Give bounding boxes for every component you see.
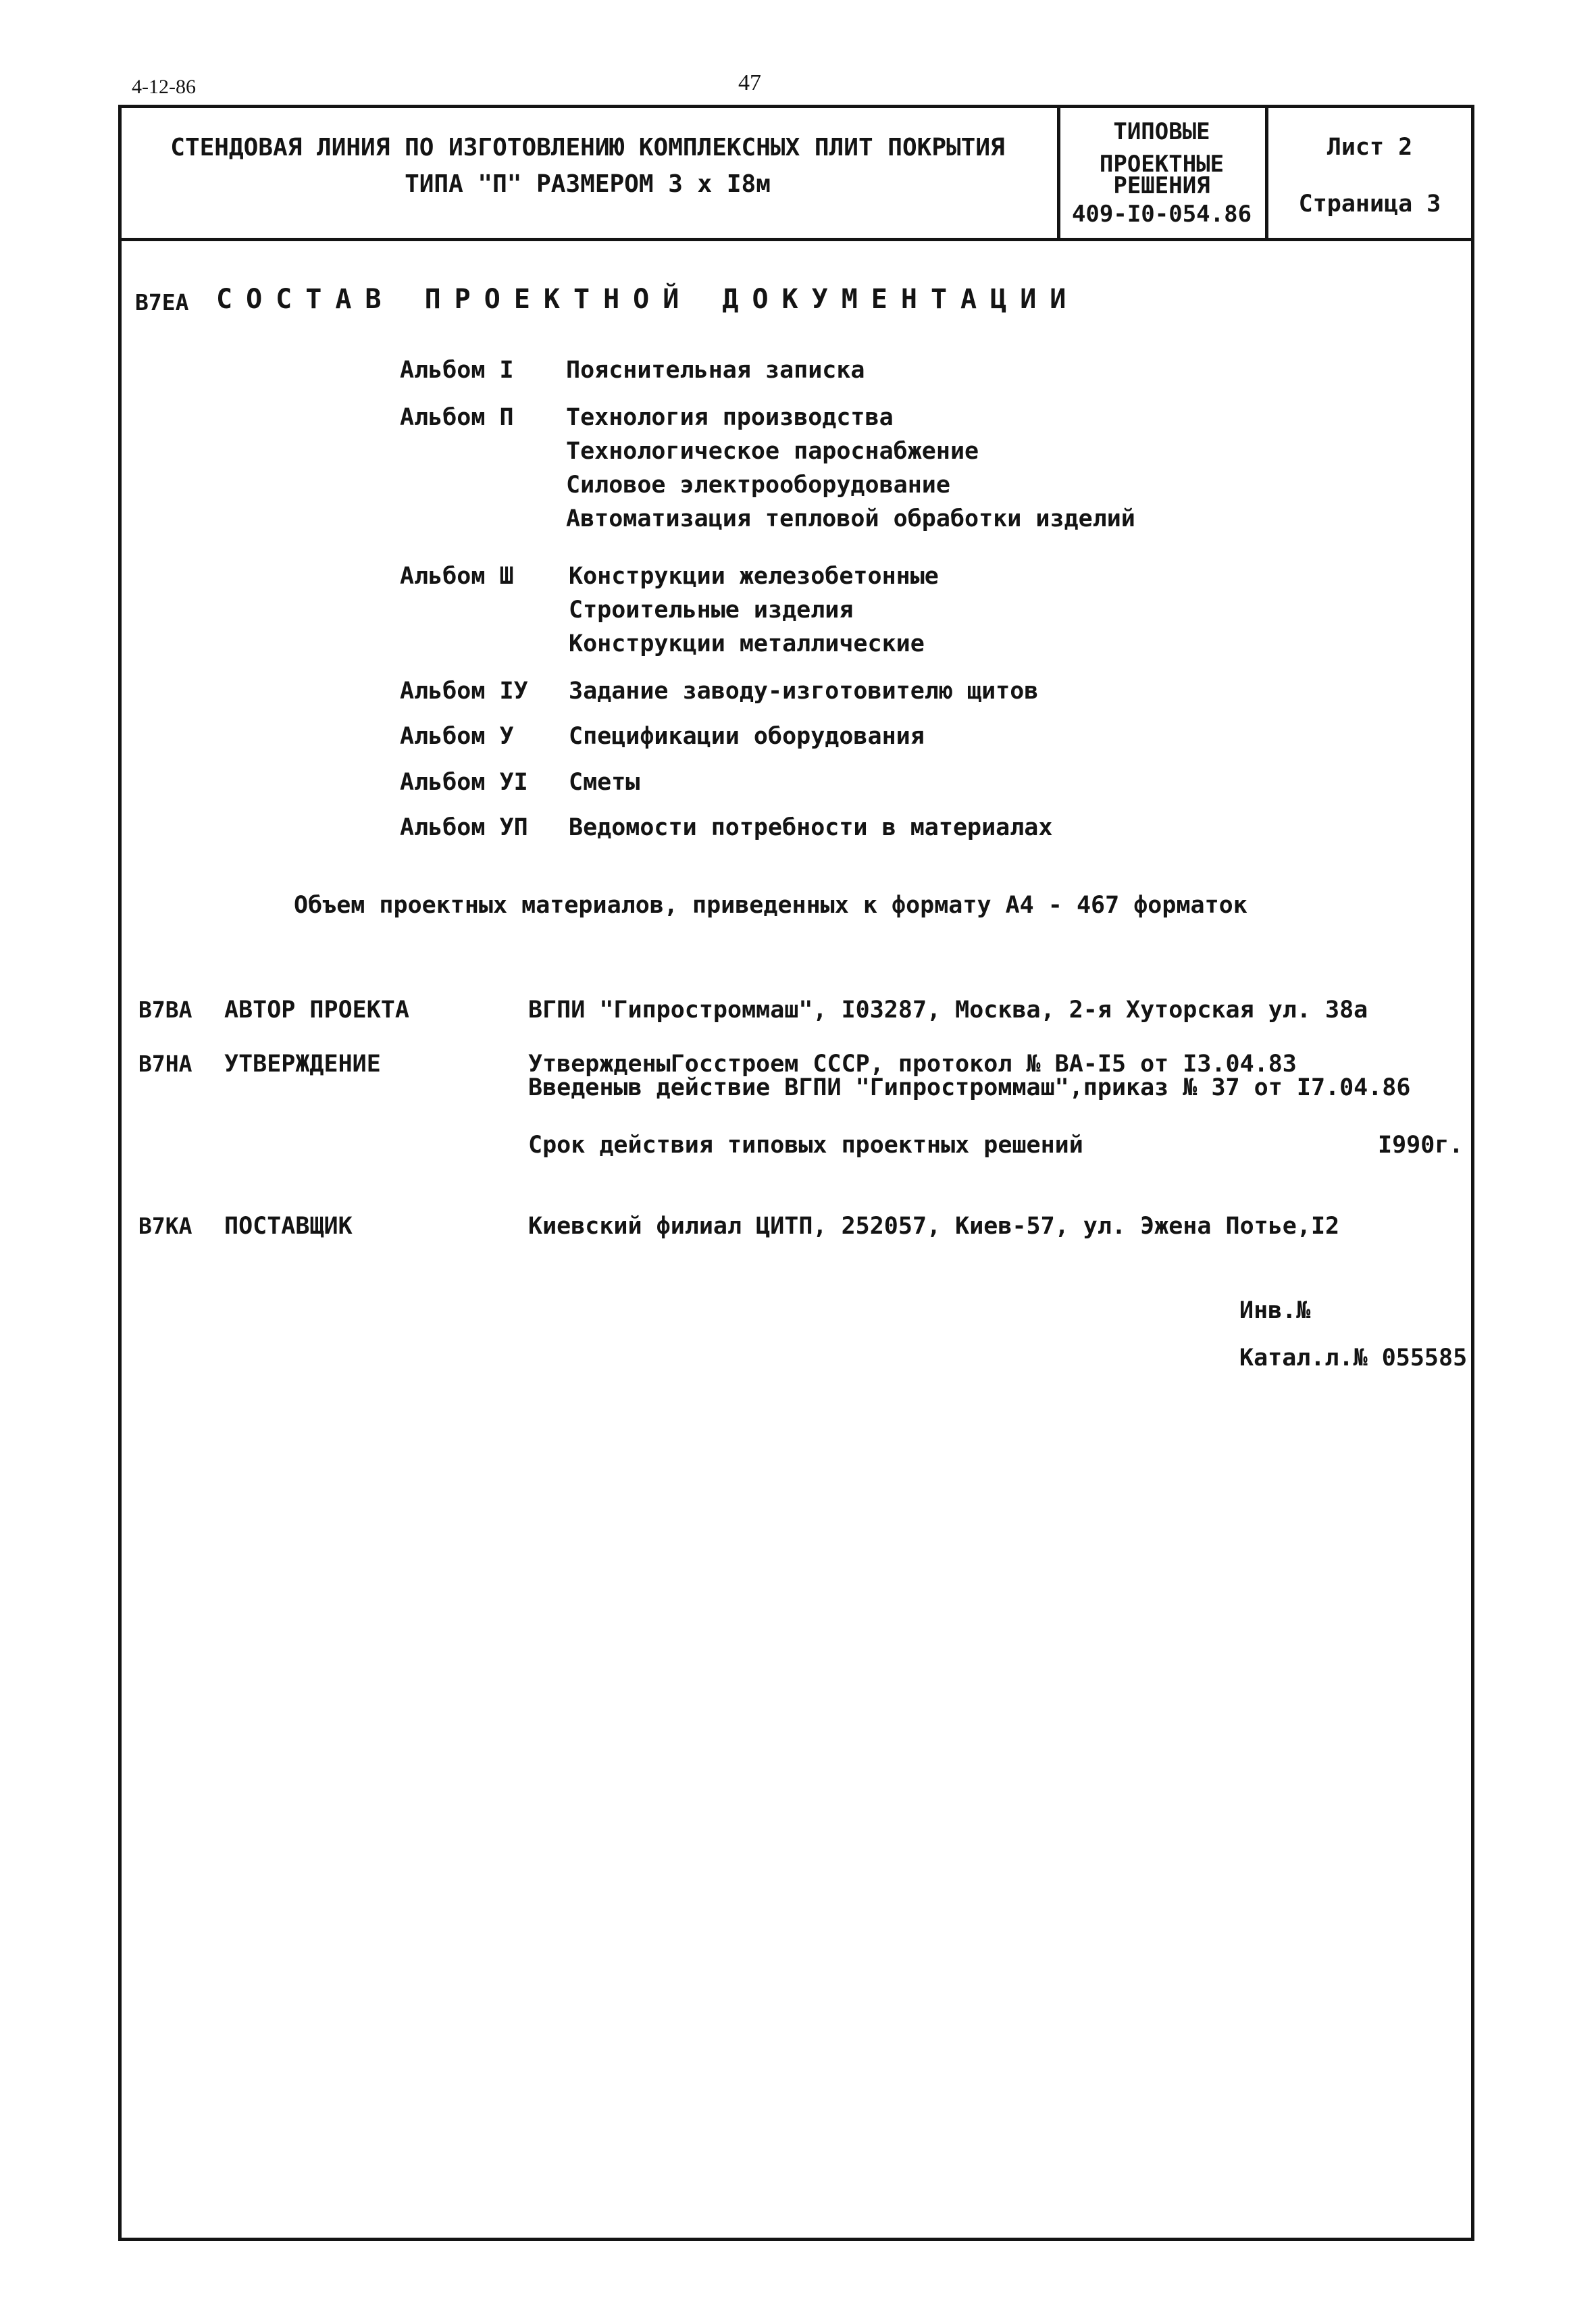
stamp-line-2: ПРОЕКТНЫЕ [1099, 151, 1225, 178]
album-item: Строительные изделия [569, 597, 854, 624]
approval-label: УТВЕРЖДЕНИЕ [224, 1051, 381, 1078]
album-label: Альбом УП [400, 814, 528, 841]
album-item: Технология производства [566, 404, 894, 431]
album-item: Сметы [569, 769, 640, 796]
document-date: 4-12-86 [132, 76, 196, 98]
stamp-line-3: РЕШЕНИЯ [1113, 172, 1210, 199]
inventory-number: Инв.№ [1239, 1297, 1311, 1324]
album-label: Альбом П [400, 404, 514, 431]
stamp-line-1: ТИПОВЫЕ [1113, 118, 1210, 145]
approval-line-2: Введеныв действие ВГПИ "Гипростроммаш",приказ № 37 от I7.04.86 [528, 1074, 1411, 1101]
album-item: Конструкции металлические [569, 630, 925, 657]
catalog-number: Катал.л.№ 055585 [1239, 1344, 1468, 1372]
stamp-document-number: 409-I0-054.86 [1071, 201, 1252, 228]
approval-line-1: УтвержденыГосстроем СССР, протокол № ВА-I5 от I3.04.83 [528, 1051, 1297, 1078]
page-number: 47 [738, 70, 761, 95]
stamp-divider-right [1265, 105, 1268, 240]
album-item: Задание заводу-изготовителю щитов [569, 678, 1039, 705]
album-item: Ведомости потребности в материалах [569, 814, 1053, 841]
validity-term-label: Срок действия типовых проектных решений [528, 1132, 1083, 1159]
album-item: Конструкции железобетонные [569, 563, 939, 590]
sheet-label: Лист 2 [1327, 134, 1413, 161]
author-code: В7ВА [138, 997, 192, 1023]
album-item: Автоматизация тепловой обработки изделий [566, 505, 1135, 532]
supplier-label: ПОСТАВЩИК [224, 1213, 353, 1240]
composition-heading: СОСТАВ ПРОЕКТНОЙ ДОКУМЕНТАЦИИ [216, 284, 1080, 315]
composition-code: В7ЕА [135, 289, 189, 316]
album-label: Альбом У [400, 723, 514, 750]
header-title-line2: ТИПА "П" РАЗМЕРОМ 3 х I8м [405, 170, 771, 198]
album-item: Силовое электрооборудование [566, 472, 950, 499]
header-divider [118, 238, 1474, 241]
page-label: Страница 3 [1298, 191, 1441, 218]
album-label: Альбом Ш [400, 563, 514, 590]
author-value: ВГПИ "Гипростроммаш", I03287, Москва, 2-я Хуторская ул. 38а [528, 997, 1368, 1024]
header-title-line1: СТЕНДОВАЯ ЛИНИЯ ПО ИЗГОТОВЛЕНИЮ КОМПЛЕКСНЫХ ПЛИТ ПОКРЫТИЯ [170, 134, 1005, 161]
supplier-code: В7КА [138, 1213, 192, 1239]
album-item: Технологическое пароснабжение [566, 438, 979, 465]
album-item: Спецификации оборудования [569, 723, 925, 750]
supplier-value: Киевский филиал ЦИТП, 252057, Киев-57, ул. Эжена Потье,I2 [528, 1213, 1340, 1240]
album-label: Альбом УI [400, 769, 528, 796]
approval-code: В7НА [138, 1051, 192, 1077]
validity-term-value: I990г. [1378, 1132, 1464, 1159]
volume-note: Объем проектных материалов, приведенных к формату А4 - 467 форматок [294, 892, 1247, 919]
album-item: Пояснительная записка [566, 357, 865, 384]
album-label: Альбом IУ [400, 678, 528, 705]
author-label: АВТОР ПРОЕКТА [224, 997, 409, 1024]
album-label: Альбом I [400, 357, 514, 384]
